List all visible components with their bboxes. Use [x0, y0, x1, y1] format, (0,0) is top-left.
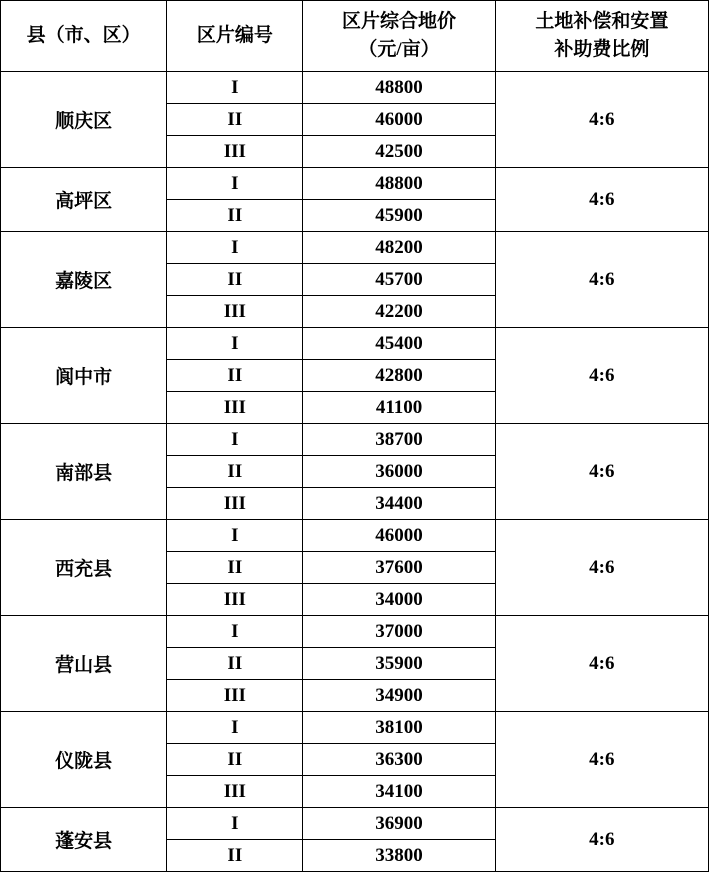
- county-cell: 南部县: [1, 424, 167, 520]
- table-row: [1, 712, 709, 744]
- ratio-cell: 4:6: [495, 328, 708, 424]
- ratio-cell: 4:6: [495, 808, 708, 872]
- header-zone-id: [167, 1, 303, 72]
- price-cell: 42500: [303, 136, 495, 168]
- table-row: [1, 72, 709, 104]
- zone-id-cell: III: [167, 776, 303, 808]
- price-cell: 42800: [303, 360, 495, 392]
- zone-id-cell: III: [167, 680, 303, 712]
- zone-id-cell: III: [167, 392, 303, 424]
- zone-id-cell: II: [167, 200, 303, 232]
- price-cell: 48200: [303, 232, 495, 264]
- ratio-cell: 4:6: [495, 520, 708, 616]
- price-cell: 45900: [303, 200, 495, 232]
- ratio-cell: 4:6: [495, 232, 708, 328]
- county-cell: 嘉陵区: [1, 232, 167, 328]
- table-row: [1, 520, 709, 552]
- price-cell: 34000: [303, 584, 495, 616]
- price-cell: 34400: [303, 488, 495, 520]
- zone-id-cell: II: [167, 104, 303, 136]
- price-cell: 33800: [303, 840, 495, 872]
- ratio-cell: 4:6: [495, 72, 708, 168]
- header-county: [1, 1, 167, 72]
- price-cell: 36300: [303, 744, 495, 776]
- header-ratio-line-1: 土地补偿和安置: [535, 11, 669, 33]
- ratio-cell: 4:6: [495, 712, 708, 808]
- zone-id-cell: II: [167, 456, 303, 488]
- zone-id-cell: I: [167, 232, 303, 264]
- price-cell: 46000: [303, 520, 495, 552]
- price-cell: 37600: [303, 552, 495, 584]
- price-cell: 42200: [303, 296, 495, 328]
- header-price-line-2: （元/亩）: [358, 39, 440, 60]
- zone-id-cell: II: [167, 744, 303, 776]
- price-cell: 48800: [303, 72, 495, 104]
- header-county-line-1: 县（市、区）: [26, 25, 141, 47]
- table-row: [1, 424, 709, 456]
- zone-id-cell: II: [167, 360, 303, 392]
- table-header: [1, 1, 709, 72]
- zone-id-cell: III: [167, 584, 303, 616]
- price-cell: 41100: [303, 392, 495, 424]
- zone-id-cell: I: [167, 72, 303, 104]
- table-body: [1, 72, 709, 872]
- price-cell: 45700: [303, 264, 495, 296]
- county-cell: 仪陇县: [1, 712, 167, 808]
- price-cell: 38100: [303, 712, 495, 744]
- price-cell: 48800: [303, 168, 495, 200]
- header-zone-id-line-1: 区片编号: [196, 25, 273, 47]
- county-cell: 蓬安县: [1, 808, 167, 872]
- table-row: [1, 616, 709, 648]
- zone-id-cell: III: [167, 488, 303, 520]
- county-cell: 高坪区: [1, 168, 167, 232]
- header-price-line-1: 区片综合地价: [342, 11, 457, 33]
- zone-id-cell: III: [167, 136, 303, 168]
- ratio-cell: 4:6: [495, 616, 708, 712]
- zone-id-cell: I: [167, 712, 303, 744]
- zone-id-cell: II: [167, 840, 303, 872]
- table-row: [1, 168, 709, 200]
- zone-id-cell: I: [167, 616, 303, 648]
- price-cell: 34900: [303, 680, 495, 712]
- county-cell: 西充县: [1, 520, 167, 616]
- price-cell: 46000: [303, 104, 495, 136]
- zone-id-cell: I: [167, 808, 303, 840]
- zone-id-cell: I: [167, 168, 303, 200]
- county-cell: 阆中市: [1, 328, 167, 424]
- county-cell: 顺庆区: [1, 72, 167, 168]
- header-compensation-ratio: [495, 1, 708, 72]
- price-cell: 36000: [303, 456, 495, 488]
- price-cell: 45400: [303, 328, 495, 360]
- price-cell: 35900: [303, 648, 495, 680]
- county-cell: 营山县: [1, 616, 167, 712]
- zone-id-cell: II: [167, 648, 303, 680]
- ratio-cell: 4:6: [495, 424, 708, 520]
- zone-id-cell: I: [167, 424, 303, 456]
- zone-id-cell: I: [167, 520, 303, 552]
- zone-id-cell: II: [167, 264, 303, 296]
- zone-id-cell: II: [167, 552, 303, 584]
- table-header-row: [1, 1, 709, 72]
- table-row: [1, 808, 709, 840]
- table-row: [1, 232, 709, 264]
- ratio-cell: 4:6: [495, 168, 708, 232]
- price-cell: 37000: [303, 616, 495, 648]
- price-cell: 34100: [303, 776, 495, 808]
- zone-id-cell: I: [167, 328, 303, 360]
- zone-id-cell: III: [167, 296, 303, 328]
- header-ratio-line-2: 补助费比例: [554, 39, 650, 60]
- header-comprehensive-price: [303, 1, 495, 72]
- price-cell: 36900: [303, 808, 495, 840]
- table-row: [1, 328, 709, 360]
- price-cell: 38700: [303, 424, 495, 456]
